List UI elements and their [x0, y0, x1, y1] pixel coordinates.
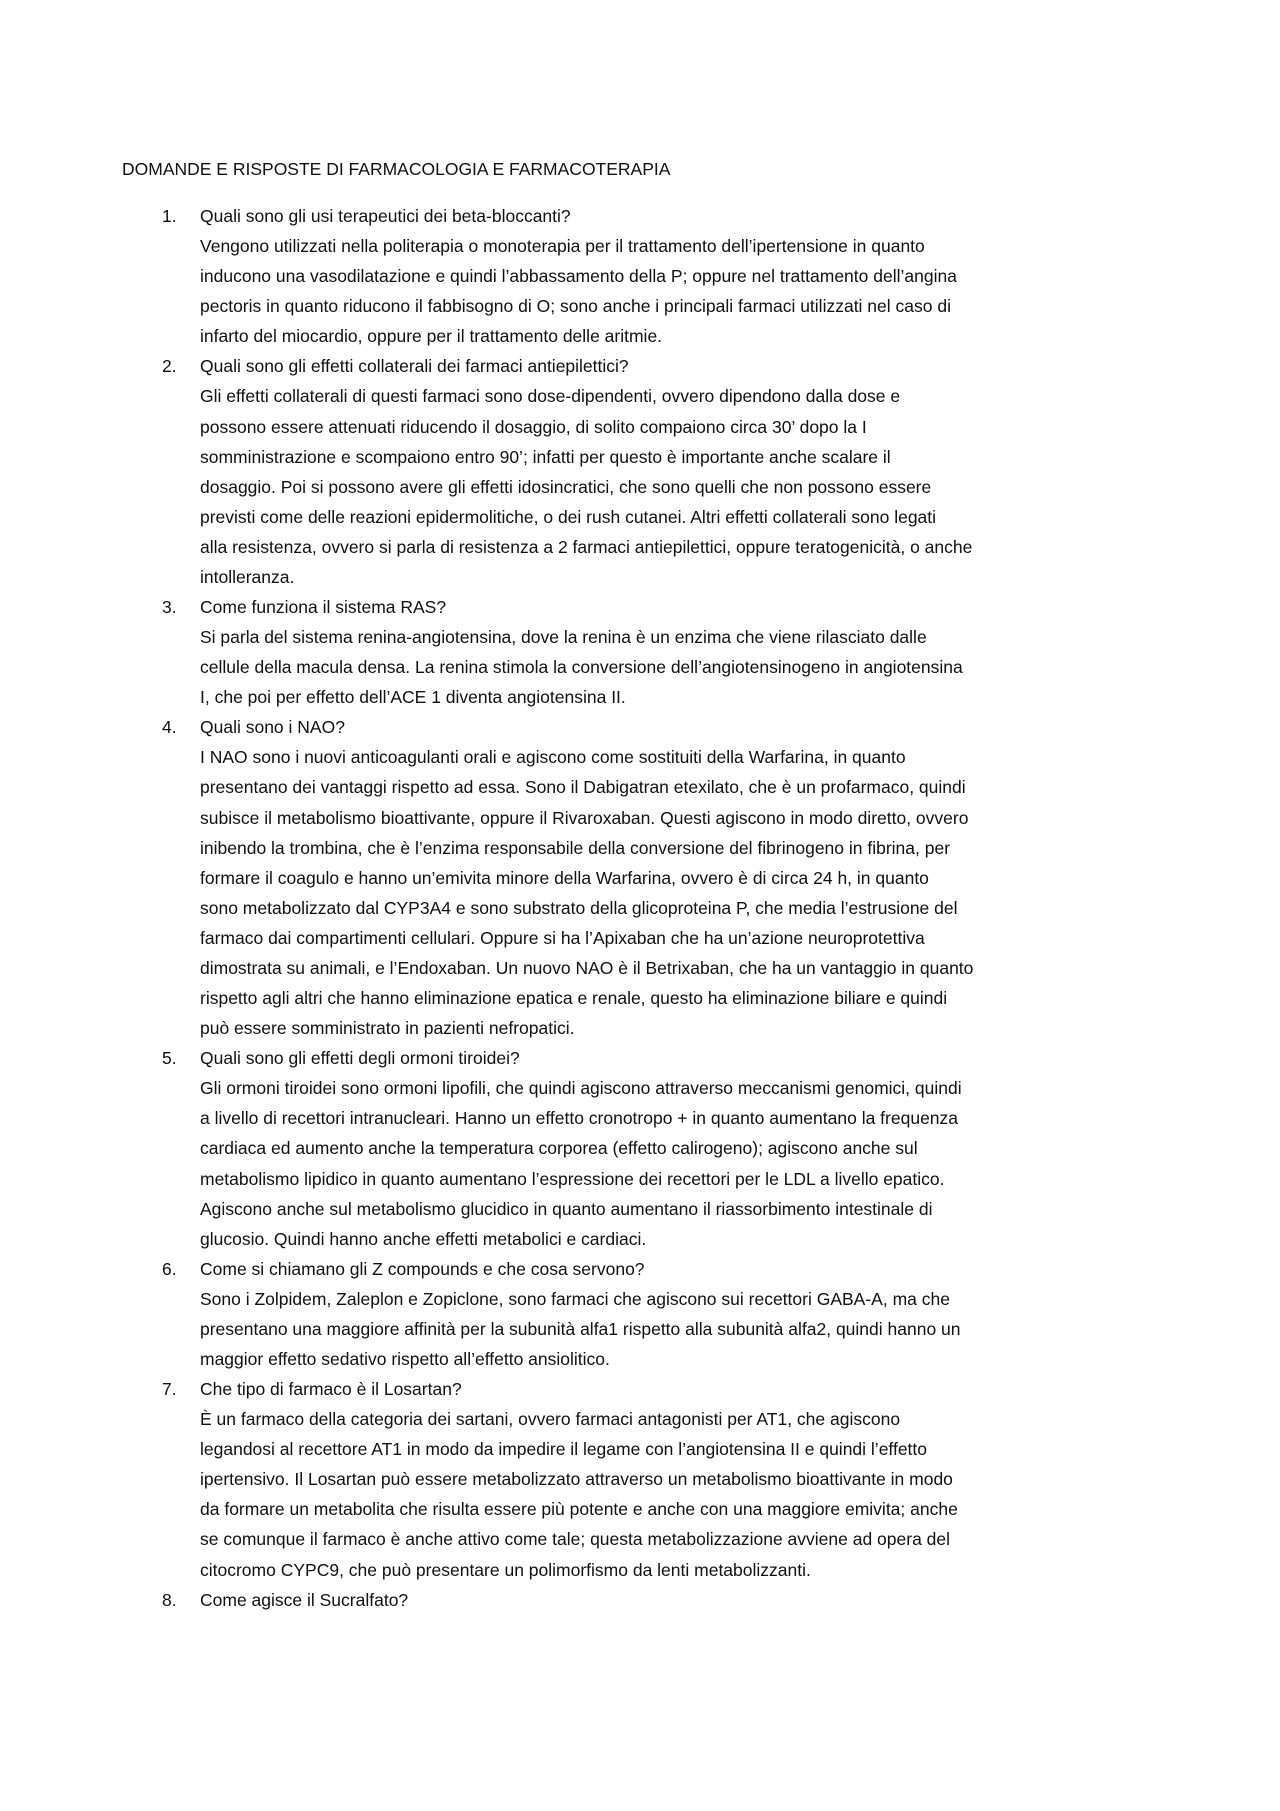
answer-line: inducono una vasodilatazione e quindi l’abbassamento della P; oppure nel trattamento dell’angina — [200, 266, 957, 287]
answer-line: pectoris in quanto riducono il fabbisogno di O; sono anche i principali farmaci utilizzati nel caso di — [200, 296, 951, 317]
document-title: DOMANDE E RISPOSTE DI FARMACOLOGIA E FARMACOTERAPIA — [122, 159, 671, 179]
question-text: Quali sono gli effetti degli ormoni tiroidei? — [200, 1048, 520, 1069]
question-text: Come agisce il Sucralfato? — [200, 1589, 409, 1610]
question-item — [0, 712, 1280, 1043]
answer-line: metabolismo lipidico in quanto aumentano l’espressione dei recettori per le LDL a livello epatico. — [200, 1168, 945, 1189]
question-number: 8. — [162, 1589, 177, 1610]
question-list — [0, 201, 1280, 1615]
answer-line: intolleranza. — [200, 566, 295, 587]
question-number: 4. — [162, 717, 177, 738]
question-item — [0, 1254, 1280, 1374]
answer-line: da formare un metabolita che risulta essere più potente e anche con una maggiore emivita; anche — [200, 1499, 958, 1520]
question-item — [0, 1043, 1280, 1254]
question-text: Come si chiamano gli Z compounds e che cosa servono? — [200, 1258, 645, 1279]
answer-line: cardiaca ed aumento anche la temperatura corporea (effetto calirogeno); agiscono anche sul — [200, 1138, 918, 1159]
answer-line: ipertensivo. Il Losartan può essere metabolizzato attraverso un metabolismo bioattivante in modo — [200, 1469, 953, 1490]
answer-line: maggior effetto sedativo rispetto all’effetto ansiolitico. — [200, 1348, 610, 1369]
answer-line: può essere somministrato in pazienti nefropatici. — [200, 1018, 575, 1039]
answer-line: a livello di recettori intranucleari. Hanno un effetto cronotropo + in quanto aumentano la frequenza — [200, 1108, 959, 1129]
answer-line: somministrazione e scompaiono entro 90’; infatti per questo è importante anche scalare il — [200, 446, 891, 467]
answer-line: I, che poi per effetto dell’ACE 1 diventa angiotensina II. — [200, 687, 626, 708]
question-number: 1. — [162, 206, 177, 226]
question-text: Quali sono i NAO? — [200, 717, 345, 738]
answer-line: presentano dei vantaggi rispetto ad essa. Sono il Dabigatran etexilato, che è un profarmaco, quindi — [200, 777, 966, 798]
answer-line: Si parla del sistema renina-angiotensina, dove la renina è un enzima che viene rilasciato dalle — [200, 627, 927, 648]
answer-line: I NAO sono i nuovi anticoagulanti orali e agiscono come sostituiti della Warfarina, in quanto — [200, 747, 906, 768]
answer-line: se comunque il farmaco è anche attivo come tale; questa metabolizzazione avviene ad opera del — [200, 1529, 951, 1550]
question-number: 7. — [162, 1379, 177, 1400]
answer-line: presentano una maggiore affinità per la subunità alfa1 rispetto alla subunità alfa2, quindi hanno un — [200, 1318, 961, 1339]
answer-line: Vengono utilizzati nella politerapia o monoterapia per il trattamento dell’ipertensione in quanto — [200, 236, 925, 257]
answer-line: inibendo la trombina, che è l’enzima responsabile della conversione del fibrinogeno in fibrina, per — [200, 837, 951, 858]
answer-line: infarto del miocardio, oppure per il trattamento delle aritmie. — [200, 326, 663, 347]
answer-line: Gli effetti collaterali di questi farmaci sono dose-dipendenti, ovvero dipendono dalla dose e — [200, 386, 901, 407]
answer-line: Gli ormoni tiroidei sono ormoni lipofili, che quindi agiscono attraverso meccanismi genomici, quindi — [200, 1078, 962, 1099]
answer-line: rispetto agli altri che hanno eliminazione epatica e renale, questo ha eliminazione biliare e quindi — [200, 988, 948, 1009]
answer-line: formare il coagulo e hanno un’emivita minore della Warfarina, ovvero è di circa 24 h, in quanto — [200, 867, 929, 888]
question-number: 5. — [162, 1048, 177, 1069]
answer-line: previsti come delle reazioni epidermolitiche, o dei rush cutanei. Altri effetti collaterali sono legati — [200, 506, 937, 527]
question-item — [0, 201, 1280, 351]
question-number: 6. — [162, 1258, 177, 1279]
question-item — [0, 1585, 1280, 1615]
answer-line: È un farmaco della categoria dei sartani, ovvero farmaci antagonisti per AT1, che agiscono — [200, 1409, 901, 1430]
question-item — [0, 592, 1280, 712]
answer-line: sono metabolizzato dal CYP3A4 e sono substrato della glicoproteina P, che media l’estrusione del — [200, 897, 958, 918]
question-item — [0, 351, 1280, 592]
answer-line: farmaco dai compartimenti cellulari. Oppure si ha l’Apixaban che ha un’azione neuroprotettiva — [200, 927, 925, 948]
answer-line: dimostrata su animali, e l’Endoxaban. Un nuovo NAO è il Betrixaban, che ha un vantaggio in quanto — [200, 957, 974, 978]
answer-line: subisce il metabolismo bioattivante, oppure il Rivaroxaban. Questi agiscono in modo diretto, ovvero — [200, 807, 969, 828]
question-item — [0, 1374, 1280, 1585]
answer-line: alla resistenza, ovvero si parla di resistenza a 2 farmaci antiepilettici, oppure teratogenicità, o anche — [200, 536, 973, 557]
answer-line: legandosi al recettore AT1 in modo da impedire il legame con l’angiotensina II e quindi l’effetto — [200, 1439, 928, 1460]
answer-line: dosaggio. Poi si possono avere gli effetti idosincratici, che sono quelli che non possono essere — [200, 476, 932, 497]
answer-line: cellule della macula densa. La renina stimola la conversione dell’angiotensinogeno in angiotensina — [200, 657, 963, 678]
answer-line: possono essere attenuati riducendo il dosaggio, di solito compaiono circa 30’ dopo la I — [200, 416, 867, 437]
question-number: 3. — [162, 597, 177, 618]
answer-line: Sono i Zolpidem, Zaleplon e Zopiclone, sono farmaci che agiscono sui recettori GABA-A, ma che — [200, 1288, 950, 1309]
question-text: Quali sono gli usi terapeutici dei beta-bloccanti? — [200, 206, 571, 226]
answer-line: Agiscono anche sul metabolismo glucidico in quanto aumentano il riassorbimento intestinale di — [200, 1198, 933, 1219]
question-number: 2. — [162, 356, 177, 377]
question-text: Quali sono gli effetti collaterali dei farmaci antiepilettici? — [200, 356, 629, 377]
answer-line: citocromo CYPC9, che può presentare un polimorfismo da lenti metabolizzanti. — [200, 1559, 811, 1580]
question-text: Come funziona il sistema RAS? — [200, 597, 447, 618]
question-text: Che tipo di farmaco è il Losartan? — [200, 1379, 462, 1400]
answer-line: glucosio. Quindi hanno anche effetti metabolici e cardiaci. — [200, 1228, 647, 1249]
